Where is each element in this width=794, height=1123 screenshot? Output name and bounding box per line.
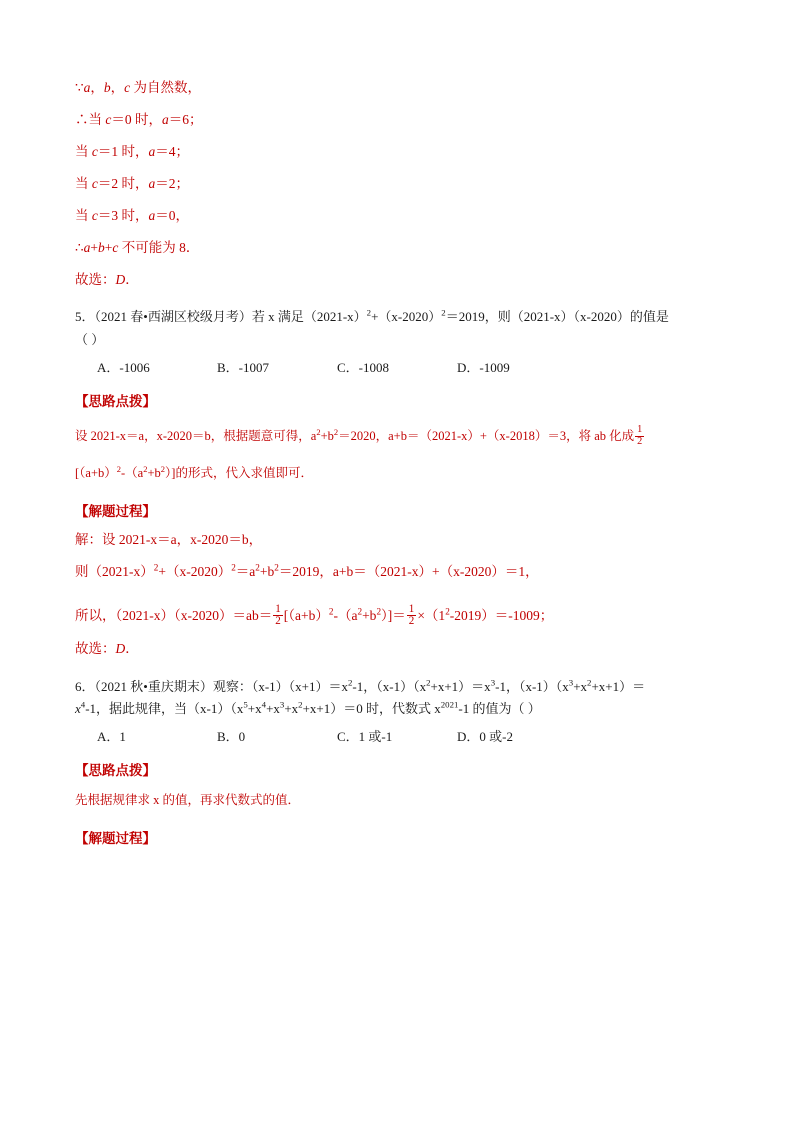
sol-text-k: ×（1 (417, 607, 446, 623)
sol-text-a: 则（2021-x） (75, 563, 154, 579)
process-tag: 【解题过程】 (75, 830, 156, 846)
exponent: 5 (243, 699, 248, 710)
exponent: 2 (143, 463, 148, 474)
q6-text-a: 观察：（x-1）（x+1）＝x (212, 678, 348, 694)
exponent: 3 (568, 677, 574, 688)
question-5-choices (75, 357, 722, 376)
exponent: 2 (116, 463, 122, 474)
question-6-hint-line: 先根据规律求 x 的值，再求代数式的值． (75, 793, 301, 808)
solution-line: 当 c＝1 时，a＝4； (75, 143, 189, 159)
q5-solution-line-1: 解：设 2021-x＝a，x-2020＝b， (75, 531, 263, 547)
fraction-one-half: $\frac{1}{2}$ (275, 602, 281, 628)
hint-text-a: 设 2021-x＝a，x-2020＝b，根据题意可得，a (75, 428, 317, 443)
sol-text-f: 所以，（2021-x）（x-2020）＝ab＝ (75, 607, 273, 623)
q6-text-c: +x+1）＝x (430, 678, 491, 694)
choice-d[interactable]: D．-1009 (457, 359, 510, 375)
exponent: 2 (445, 606, 450, 617)
question-5-stem-part2: +（x-2020） (371, 309, 442, 325)
exponent: 2 (153, 562, 159, 573)
exponent: 4 (261, 699, 267, 710)
question-5-number: 5． (75, 309, 95, 325)
exponent: 2 (587, 677, 592, 688)
solution-line: ∴a+b+c 不可能为 8． (75, 239, 200, 255)
question-6-block (75, 676, 722, 847)
question-6-choices (75, 726, 722, 745)
q5-solution-answer: 故选：D． (75, 640, 139, 656)
exponent: 2021 (440, 699, 459, 710)
hint-text-b: +b (320, 428, 334, 443)
exponent: 4 (80, 699, 86, 710)
q6-text-e: +x (573, 678, 588, 694)
q6-text-k: +x (284, 700, 299, 716)
exponent: 2 (328, 606, 334, 617)
sol-text-g: [（a+b） (283, 607, 329, 623)
q5-solution-line-3 (75, 604, 722, 628)
exponent: 2 (357, 606, 363, 617)
exponent: 2 (316, 426, 321, 437)
question-5-stem (75, 306, 722, 350)
hint-text-d: [（a+b） (75, 466, 117, 481)
q6-text-m: -1 的值为（ ） (458, 700, 541, 716)
choice-c[interactable]: C．-1008 (337, 359, 390, 375)
hint-text-c: ＝2020，a+b＝（2021-x）+（x-2018）＝3，将 ab 化成 (338, 428, 635, 443)
hint-tag: 【思路点拨】 (75, 393, 156, 409)
q6-text-j: +x (266, 700, 280, 716)
exponent: 2 (366, 308, 372, 319)
sol-text-d: +b (259, 563, 275, 579)
sol-text-l: -2019）＝-1009； (449, 607, 554, 623)
exponent: 2 (426, 677, 431, 688)
question-6-source: （2021 秋•重庆期末） (94, 678, 213, 694)
exponent: 2 (231, 562, 236, 573)
exponent: 2 (255, 562, 260, 573)
solution-answer-line: 故选：D． (75, 271, 139, 287)
hint-text-f: +b (147, 466, 161, 481)
exponent: 2 (333, 426, 339, 437)
solution-line: ∴当 c＝0 时，a＝6； (75, 111, 203, 127)
choice-c[interactable]: C．1 或-1 (337, 729, 393, 745)
exponent: 2 (298, 699, 303, 710)
q5-solution-line-2 (75, 562, 722, 583)
sol-text-i: +b (362, 607, 377, 623)
process-tag: 【解题过程】 (75, 503, 156, 519)
solution-line: 当 c＝2 时，a＝2； (75, 175, 189, 191)
q6-text-b: -1，（x-1）（x (352, 678, 427, 694)
question-6-stem (75, 676, 722, 720)
choice-b[interactable]: B．0 (217, 729, 246, 745)
exponent: 2 (160, 463, 166, 474)
question-5-hint-line-1 (75, 420, 722, 453)
choice-b[interactable]: B．-1007 (217, 359, 270, 375)
q6-text-g: x (75, 700, 81, 716)
choice-d[interactable]: D．0 或-2 (457, 729, 513, 745)
choice-a[interactable]: A．1 (97, 729, 126, 745)
exponent: 3 (490, 677, 496, 688)
fraction-one-half: $\frac{1}{2}$ (637, 424, 643, 447)
choice-a[interactable]: A．-1006 (97, 359, 150, 375)
q6-text-d: -1，（x-1）（x (495, 678, 569, 694)
exponent: 2 (274, 562, 279, 573)
q6-text-f: +x+1）＝ (591, 678, 646, 694)
q6-text-i: +x (247, 700, 262, 716)
solution-line: ∵a，b，c 为自然数， (75, 80, 201, 95)
exponent: 2 (441, 308, 446, 319)
fraction-one-half: $\frac{1}{2}$ (408, 602, 415, 628)
previous-solution-block (75, 78, 722, 290)
hint-text-g: ）]的形式，代入求值即可． (165, 466, 313, 481)
solution-line: 当 c＝3 时，a＝0， (75, 207, 189, 223)
question-6-number: 6． (75, 678, 95, 694)
question-5-source: （2021 春•西湖区校级月考） (94, 309, 252, 325)
question-5-block (75, 306, 722, 659)
sol-text-h: -（a (333, 607, 358, 623)
question-5-hint-line-2 (75, 462, 722, 486)
sol-text-b: +（x-2020） (158, 563, 232, 579)
exponent: 2 (348, 677, 353, 688)
hint-text-e: -（a (121, 466, 144, 481)
sol-text-e: ＝2019，a+b＝（2021-x）+（x-2020）＝1， (278, 563, 539, 579)
exponent: 3 (279, 699, 285, 710)
hint-tag: 【思路点拨】 (75, 763, 156, 779)
exponent: 2 (376, 606, 382, 617)
q6-text-l: +x+1）＝0 时，代数式 x (302, 700, 441, 716)
question-5-stem-part3: ＝2019，则（2021-x）（x-2020）的值是 (445, 309, 669, 325)
question-5-answer-blank: （ ） (75, 331, 105, 347)
question-5-stem-part1: 若 x 满足（2021-x） (251, 309, 367, 325)
q6-text-h: -1，据此规律，当（x-1）（x (85, 700, 244, 716)
sol-text-j: ）]＝ (381, 607, 406, 623)
sol-text-c: ＝a (235, 563, 256, 579)
